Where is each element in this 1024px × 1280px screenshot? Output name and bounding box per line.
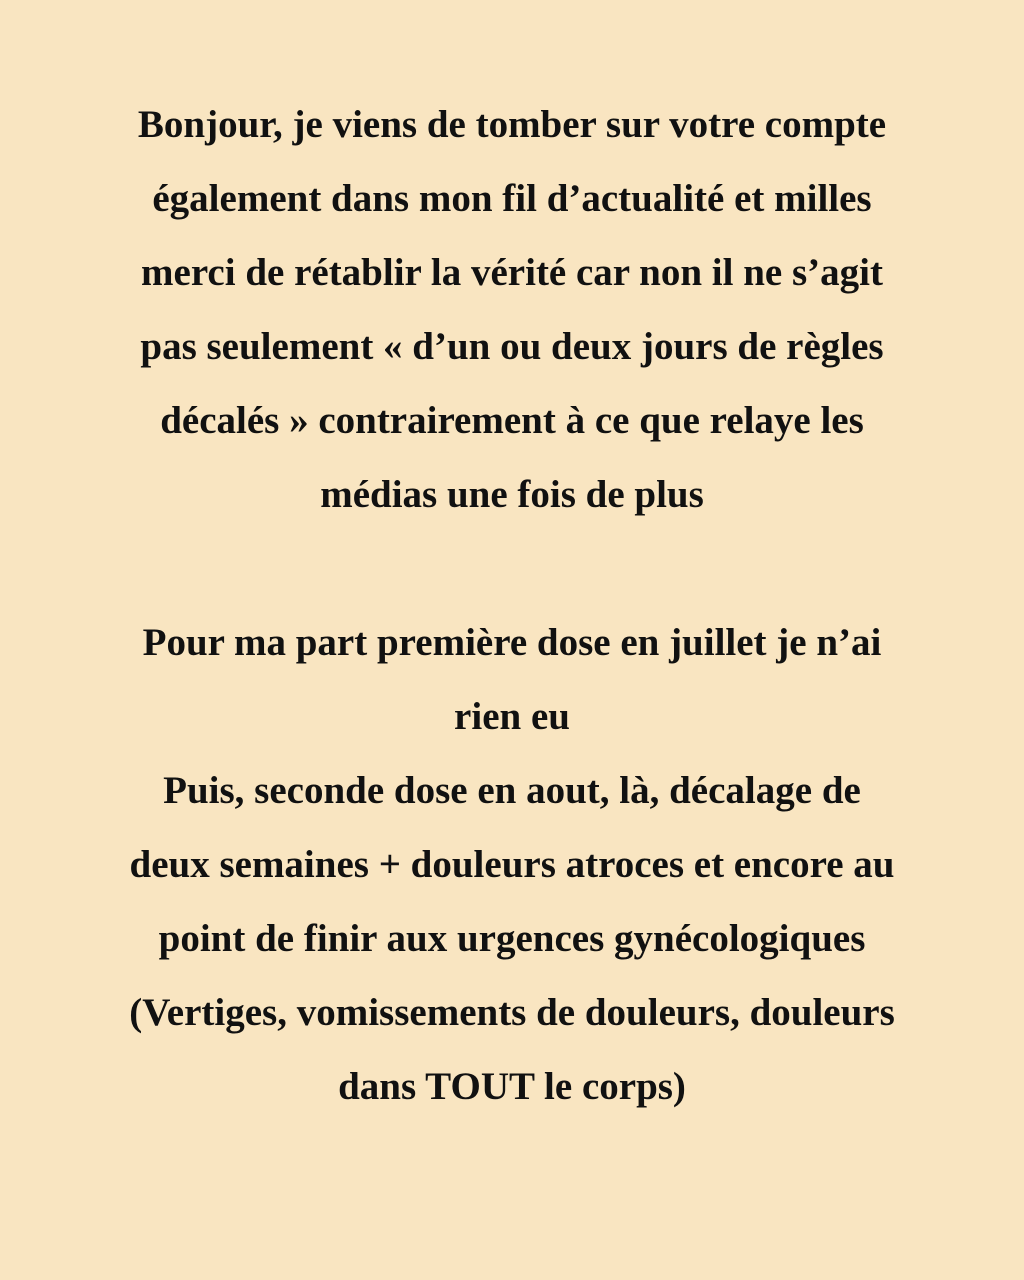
text-line: dans TOUT le corps) <box>338 1065 686 1108</box>
text-line: pas seulement « d’un ou deux jours de règles <box>140 325 884 368</box>
text-line: point de finir aux urgences gynécologiques <box>158 917 866 960</box>
text-line: deux semaines + douleurs atroces et encore au <box>129 843 895 886</box>
paragraph-intro <box>0 88 1024 532</box>
text-line: Pour ma part première dose en juillet je n’ai <box>142 621 882 664</box>
message-text-block <box>0 88 1024 1124</box>
text-line: Bonjour, je viens de tomber sur votre compte <box>137 103 887 146</box>
text-line: merci de rétablir la vérité car non il ne s’agit <box>141 251 883 294</box>
paragraph-spacer <box>0 532 1024 606</box>
text-line: également dans mon fil d’actualité et milles <box>152 177 872 220</box>
text-line: décalés » contrairement à ce que relaye les <box>160 399 864 442</box>
text-line: médias une fois de plus <box>320 473 704 516</box>
paragraph-testimony <box>0 606 1024 1124</box>
text-line: (Vertiges, vomissements de douleurs, douleurs <box>129 991 895 1034</box>
text-line: Puis, seconde dose en aout, là, décalage de <box>163 769 861 812</box>
text-line: rien eu <box>454 695 570 738</box>
